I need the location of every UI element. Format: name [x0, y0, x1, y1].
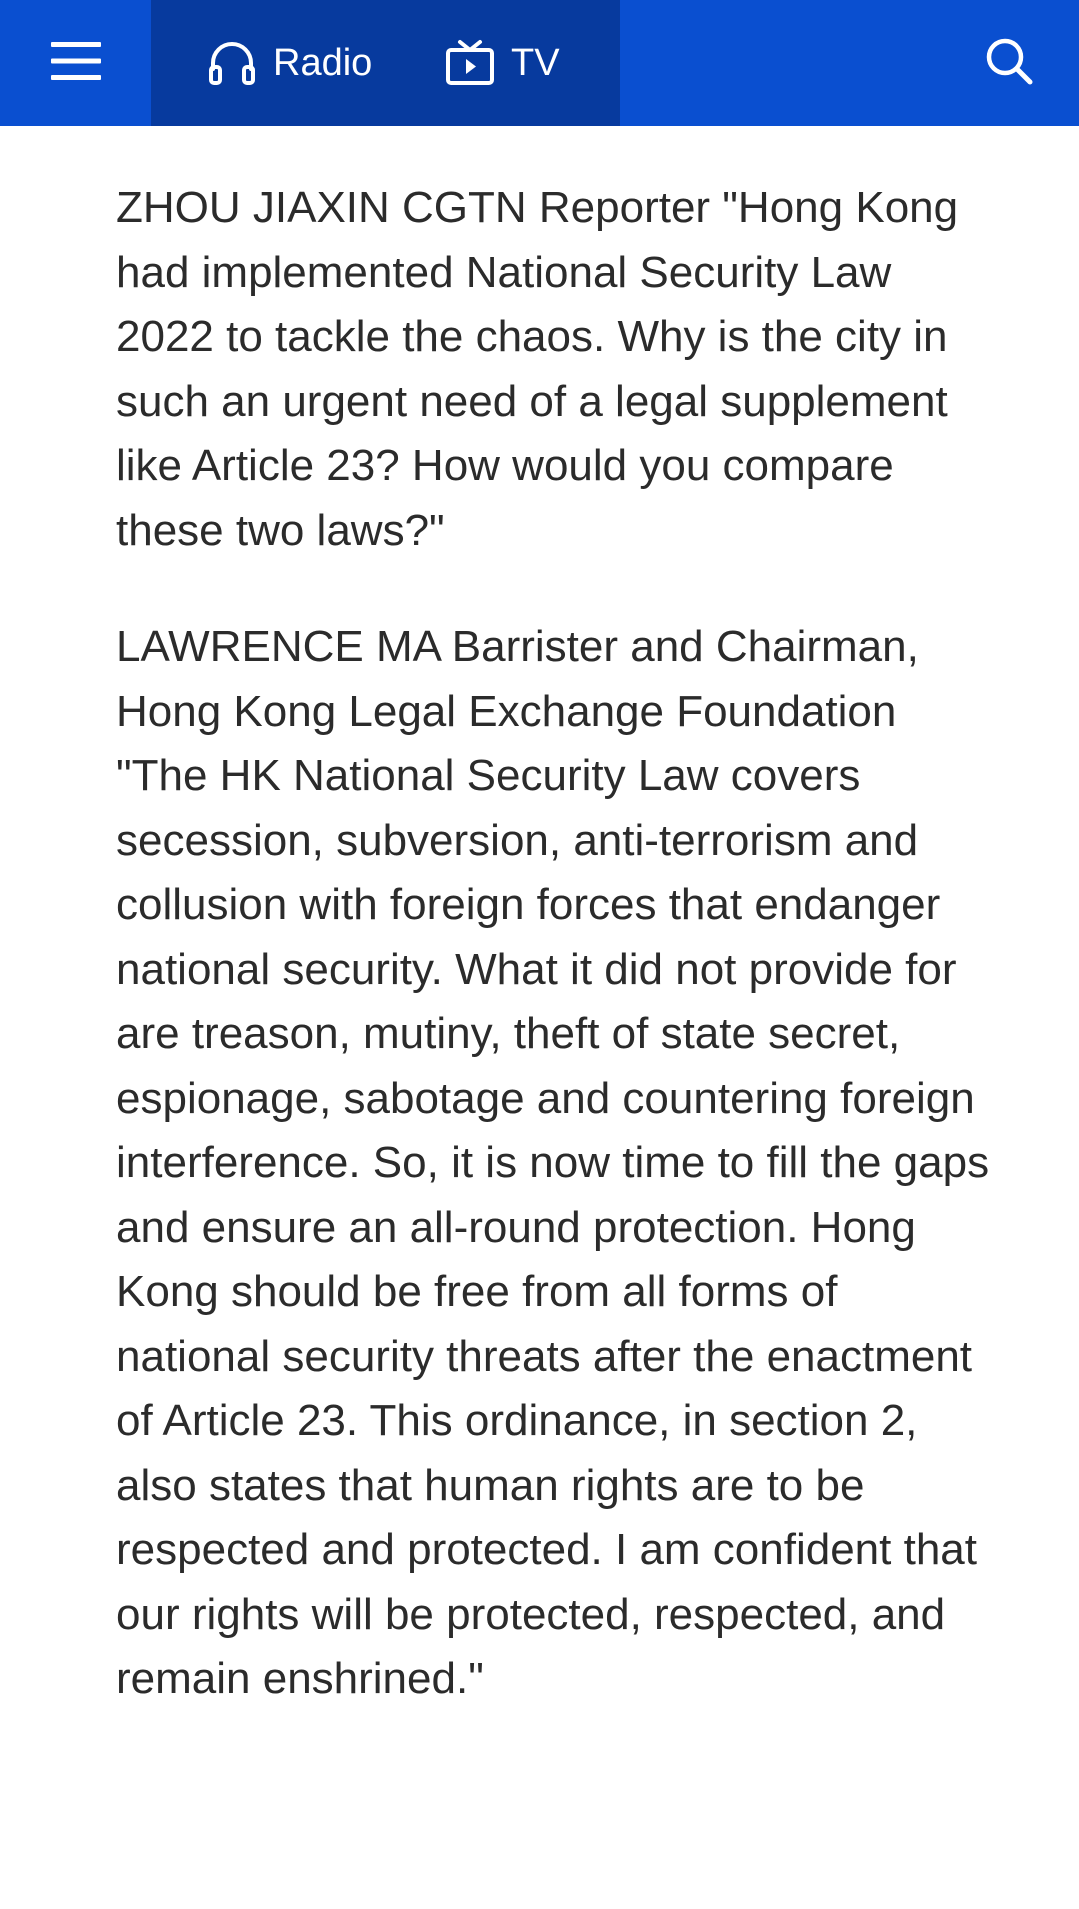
search-button[interactable] [939, 0, 1079, 126]
paragraph-reporter-question: ZHOU JIAXIN CGTN Reporter "Hong Kong had implemented National Security Law 2022 to tackle the chaos. Why is the city in such an urgent need of a legal supplement like Article 23? How would you compare these two laws?" [116, 183, 959, 555]
tv-icon [445, 39, 495, 87]
media-nav-group [151, 0, 620, 126]
menu-button[interactable] [0, 0, 151, 126]
paragraph-barrister-answer: LAWRENCE MA Barrister and Chairman, Hong Kong Legal Exchange Foundation "The HK National Security Law covers secession, subversion, anti-terrorism and collusion with foreign forces that endanger national security. What it did not provide for are treason, mutiny, theft of state secret, espionage, sabotage and countering foreign interference. So, it is now time to fill the gaps and ensure an all-round protection. Hong Kong should be free from all forms of national security threats after the enactment of Article 23. This ordinance, in section 2, also states that human rights are to be respected and protected. I am confident that our rights will be protected, respected, and remain enshrined." [116, 622, 990, 1703]
top-navigation-bar [0, 0, 1079, 126]
radio-nav-item[interactable] [207, 0, 372, 126]
tv-label: TV [511, 41, 560, 84]
radio-label: Radio [273, 41, 373, 84]
hamburger-menu-icon [51, 41, 101, 86]
headphones-icon [207, 39, 257, 87]
article-body [116, 176, 996, 1764]
search-icon [984, 36, 1034, 91]
tv-nav-item[interactable] [445, 0, 560, 126]
